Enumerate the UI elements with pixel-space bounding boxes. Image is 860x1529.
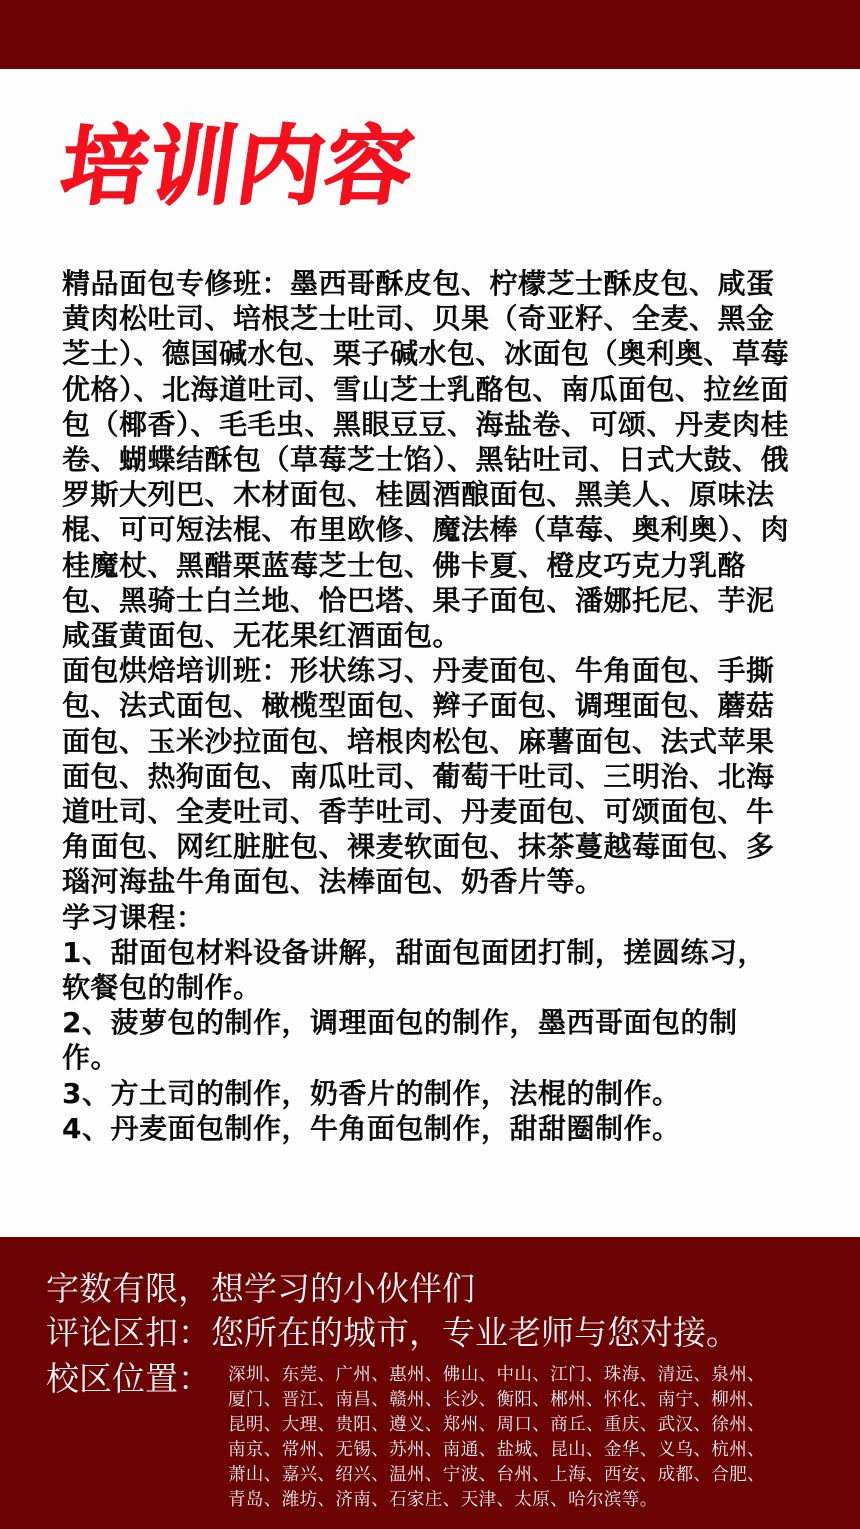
curriculum-item-3: 3、方土司的制作，奶香片的制作，法棍的制作。 bbox=[62, 1076, 681, 1110]
campus-line: 昆明、大理、贵阳、遵义、郑州、周口、商丘、重庆、武汉、徐州、 bbox=[228, 1415, 765, 1435]
curriculum-item-2: 2、菠萝包的制作，调理面包的制作，墨西哥面包的制作。 bbox=[62, 1006, 738, 1075]
curriculum-item-4: 4、丹麦面包制作，牛角面包制作，甜甜圈制作。 bbox=[62, 1111, 681, 1145]
campus-line: 南京、常州、无锡、苏州、南通、盐城、昆山、金华、义乌、杭州、 bbox=[228, 1440, 765, 1460]
cta-line-2: 评论区扣：您所在的城市，专业老师与您对接。 bbox=[46, 1313, 739, 1352]
campus-line: 深圳、东莞、广州、惠州、佛山、中山、江门、珠海、清远、泉州、 bbox=[228, 1365, 765, 1385]
footer-banner bbox=[0, 1237, 860, 1529]
campus-line: 萧山、嘉兴、绍兴、温州、宁波、台州、上海、西安、成都、合肥、 bbox=[228, 1465, 765, 1485]
page-title: 培训内容 bbox=[54, 117, 422, 217]
campus-location-label: 校区位置： bbox=[46, 1359, 211, 1398]
curriculum-item-1: 1、甜面包材料设备讲解，甜面包面团打制，搓圆练习，软餐包的制作。 bbox=[62, 935, 766, 1005]
cta-line-1: 字数有限，想学习的小伙伴们 bbox=[46, 1269, 475, 1308]
bread-baking-class-paragraph: 面包烘焙培训班：形状练习、丹麦面包、牛角面包、手撕包、法式面包、橄榄型面包、辫子面包、调理面包、蘑菇面包、玉米沙拉面包、培根肉松包、麻薯面包、法式苹果面包、热狗面包、南瓜吐司、葡萄干吐司、三明治、北海道吐司、全麦吐司、香芋吐司、丹麦面包、可颂面包、牛角面包、网红脏脏包、裸麦软面包、抹茶蔓越莓面包、多瑙河海盐牛角面包、法棒面包、奶香片等。 bbox=[62, 654, 775, 899]
curriculum-heading: 学习课程： bbox=[62, 900, 205, 934]
top-banner-bar bbox=[0, 0, 860, 69]
course-content bbox=[62, 266, 792, 1146]
campus-line: 厦门、晋江、南昌、赣州、长沙、衡阳、郴州、怀化、南宁、柳州、 bbox=[228, 1390, 765, 1410]
campus-line: 青岛、潍坊、济南、石家庄、天津、太原、哈尔滨等。 bbox=[228, 1490, 658, 1510]
campus-city-list bbox=[228, 1363, 828, 1513]
premium-bread-class-paragraph: 精品面包专修班：墨西哥酥皮包、柠檬芝士酥皮包、咸蛋黄肉松吐司、培根芝士吐司、贝果（奇亚籽、全麦、黑金芝士）、德国碱水包、栗子碱水包、冰面包（奥利奥、草莓优格）、北海道吐司、雪山芝士乳酪包、南瓜面包、拉丝面包（椰香）、毛毛虫、黑眼豆豆、海盐卷、可颂、丹麦肉桂卷、蝴蝶结酥包（草莓芝士馅）、黑钻吐司、日式大鼓、俄罗斯大列巴、木材面包、桂圆酒酿面包、黑美人、原味法棍、可可短法棍、布里欧修、魔法棒（草莓、奥利奥）、肉桂魔杖、黑醋栗蓝莓芝士包、佛卡夏、橙皮巧克力乳酪包、黑骑士白兰地、恰巴塔、果子面包、潘娜托尼、芋泥咸蛋黄面包、无花果红酒面包。 bbox=[62, 267, 790, 653]
